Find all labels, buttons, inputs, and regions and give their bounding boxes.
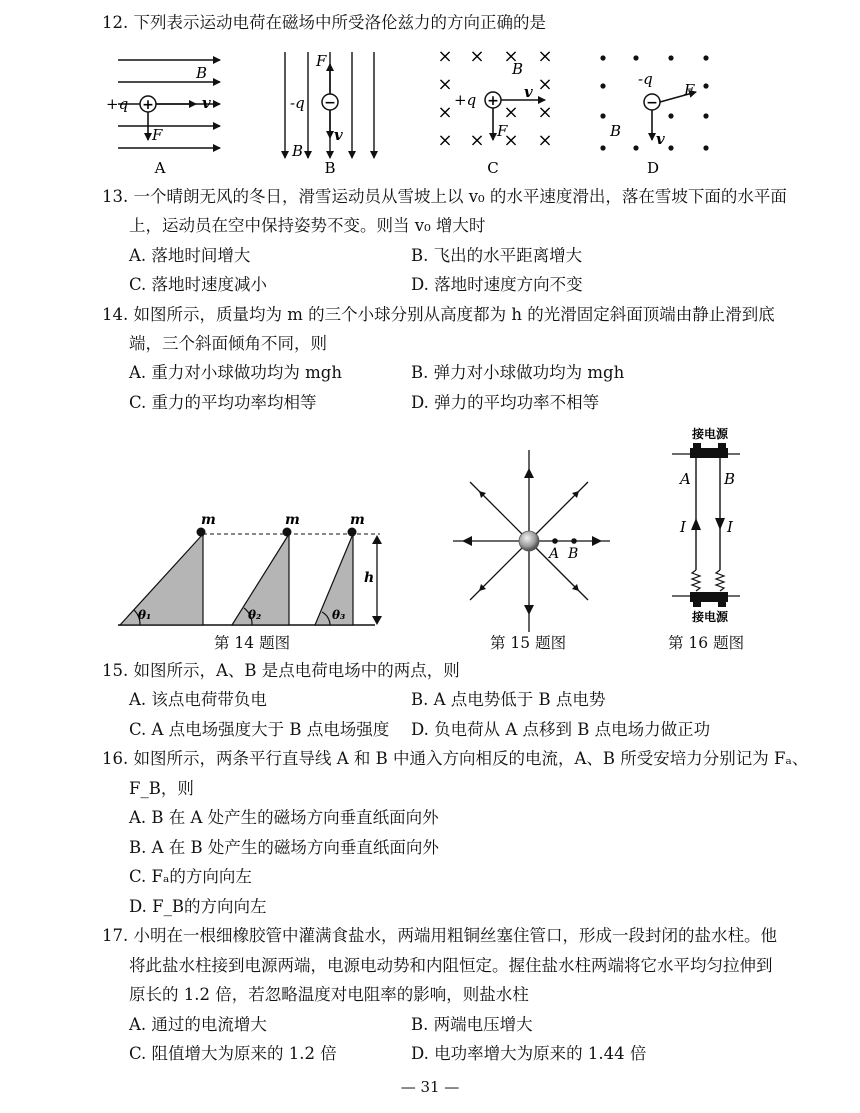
q12c-charge-label: +q: [454, 91, 477, 109]
q12d-charge-label: -q: [638, 70, 653, 88]
q12d-B-label: B: [610, 122, 622, 140]
q16-figure: [672, 426, 740, 624]
magnetic-field-cross: ×: [537, 46, 553, 67]
magnetic-field-cross: ×: [537, 74, 553, 95]
q14-figure: [118, 512, 382, 625]
q17-stem-line1: 17. 小明在一根细橡胶管中灌满食盐水，两端用粗铜丝塞住管口，形成一段封闭的盐水柱。他: [102, 926, 777, 945]
magnetic-field-dot: [633, 145, 638, 150]
q12-figure-a: [106, 60, 220, 177]
magnetic-field-cross: ×: [437, 130, 453, 151]
q16-I1-label: I: [680, 518, 686, 536]
q14-theta3: θ₃: [332, 608, 346, 622]
q16-option-b: B. A 在 B 处产生的磁场方向垂直纸面向外: [129, 838, 439, 857]
q13-stem-line2: 上，运动员在空中保持姿势不变。则当 v₀ 增大时: [129, 216, 486, 235]
q14-theta1: θ₁: [138, 608, 152, 622]
q12b-letter: B: [324, 159, 336, 177]
magnetic-field-dot: [600, 145, 605, 150]
page-number: — 31 —: [400, 1078, 460, 1096]
svg-text:+: +: [487, 93, 499, 109]
q17-option-a: A. 通过的电流增大: [129, 1015, 267, 1034]
magnetic-field-dot: [668, 145, 673, 150]
magnetic-field-cross: ×: [537, 130, 553, 151]
q13-option-c: C. 落地时速度减小: [129, 275, 268, 294]
magnetic-field-cross: ×: [503, 130, 519, 151]
q14-option-b: B. 弹力对小球做功均为 mgh: [411, 363, 625, 382]
q15-figure-caption: 第 15 题图: [490, 634, 567, 652]
q15-stem: 15. 如图所示，A、B 是点电荷电场中的两点，则: [102, 661, 460, 680]
q12b-B-label: B: [292, 142, 304, 160]
q13-stem-line1: 13. 一个晴朗无风的冬日，滑雪运动员从雪坡上以 v₀ 的水平速度滑出，落在雪坡下面的水平面: [102, 187, 787, 206]
q14-option-c: C. 重力的平均功率均相等: [129, 393, 317, 412]
q12a-B-label: B: [196, 64, 208, 82]
q15-A-label: A: [549, 546, 560, 562]
q12d-v-label: v: [656, 130, 665, 148]
q13-option-b: B. 飞出的水平距离增大: [411, 246, 583, 265]
q12b-v-label: v: [334, 126, 343, 144]
q15-option-c: C. A 点电场强度大于 B 点电场强度: [129, 720, 390, 739]
q14-m3-label: m: [350, 512, 365, 528]
q14-option-d: D. 弹力的平均功率不相等: [411, 393, 600, 412]
magnetic-field-dot: [600, 55, 605, 60]
q16-stem-line1: 16. 如图所示，两条平行直导线 A 和 B 中通入方向相反的电流，A、B 所受安培力分别记为 Fₐ、: [102, 749, 809, 768]
q16-bottom-power-label: 接电源: [691, 610, 729, 624]
magnetic-field-cross: ×: [437, 74, 453, 95]
q12-stem: 12. 下列表示运动电荷在磁场中所受洛伦兹力的方向正确的是: [102, 13, 546, 32]
q12b-charge-label: -q: [290, 94, 305, 112]
q12a-letter: A: [154, 159, 166, 177]
q16-option-c: C. Fₐ的方向向左: [129, 867, 252, 886]
q15-figure: [453, 450, 610, 632]
magnetic-field-dot: [703, 83, 708, 88]
q16-B-label: B: [724, 470, 736, 488]
magnetic-field-cross: ×: [503, 102, 519, 123]
svg-text:−: −: [324, 95, 336, 111]
magnetic-field-cross: ×: [469, 130, 485, 151]
q12-figure-c: [437, 46, 552, 177]
q12d-letter: D: [646, 159, 660, 177]
q14-stem-line1: 14. 如图所示，质量均为 m 的三个小球分别从高度都为 h 的光滑固定斜面顶端由静止滑到底: [102, 305, 775, 324]
q16-figure-caption: 第 16 题图: [668, 634, 745, 652]
q14-m2-label: m: [285, 512, 300, 528]
q15-B-label: B: [568, 546, 579, 562]
magnetic-field-cross: ×: [503, 46, 519, 67]
q14-option-a: A. 重力对小球做功均为 mgh: [129, 363, 342, 382]
q17-option-b: B. 两端电压增大: [411, 1015, 533, 1034]
q17-option-d: D. 电功率增大为原来的 1.44 倍: [411, 1044, 647, 1063]
magnetic-field-cross: ×: [437, 46, 453, 67]
q12-figure-d: [600, 55, 708, 177]
q14-m1-label: m: [201, 512, 216, 528]
q13-option-d: D. 落地时速度方向不变: [411, 275, 583, 294]
q14-figure-caption: 第 14 题图: [214, 634, 291, 652]
q12c-letter: C: [487, 159, 499, 177]
q12d-F-label: F: [684, 81, 695, 99]
q12c-F-label: F: [497, 122, 508, 140]
magnetic-field-dot: [668, 55, 673, 60]
svg-text:−: −: [646, 95, 658, 111]
q17-option-c: C. 阻值增大为原来的 1.2 倍: [129, 1044, 337, 1063]
q17-stem-line3: 原长的 1.2 倍，若忽略温度对电阻率的影响，则盐水柱: [129, 985, 529, 1004]
q16-option-d: D. F_B的方向向左: [129, 897, 267, 916]
q15-option-b: B. A 点电势低于 B 点电势: [411, 690, 606, 709]
q12c-v-label: v: [524, 83, 533, 101]
magnetic-field-cross: ×: [469, 46, 485, 67]
q15-option-a: A. 该点电荷带负电: [129, 690, 267, 709]
q15-option-d: D. 负电荷从 A 点移到 B 点电场力做正功: [411, 720, 711, 739]
svg-text:+: +: [142, 97, 154, 113]
magnetic-field-dot: [633, 55, 638, 60]
q16-stem-line2: F_B，则: [129, 779, 194, 798]
q12a-charge-label: +q: [106, 95, 129, 113]
q16-I2-label: I: [727, 518, 733, 536]
q13-option-a: A. 落地时间增大: [129, 246, 251, 265]
magnetic-field-dot: [600, 113, 605, 118]
magnetic-field-dot: [600, 83, 605, 88]
q16-top-power-label: 接电源: [691, 427, 729, 441]
q12a-F-label: F: [152, 126, 163, 144]
magnetic-field-cross: ×: [437, 102, 453, 123]
q14-theta2: θ₂: [248, 608, 262, 622]
magnetic-field-cross: ×: [537, 102, 553, 123]
magnetic-field-dot: [668, 113, 673, 118]
magnetic-field-dot: [703, 113, 708, 118]
q12c-B-label: B: [512, 60, 524, 78]
q14-stem-line2: 端，三个斜面倾角不同，则: [129, 334, 327, 353]
figures-14-15-16: [0, 420, 860, 650]
q16-option-a: A. B 在 A 处产生的磁场方向垂直纸面向外: [129, 808, 439, 827]
q17-stem-line2: 将此盐水柱接到电源两端，电源电动势和内阻恒定。握住盐水柱两端将它水平均匀拉伸到: [129, 956, 773, 975]
q12b-F-label: F: [316, 52, 327, 70]
magnetic-field-dot: [703, 55, 708, 60]
q12-figure-b: [285, 52, 374, 177]
q16-A-label: A: [680, 470, 691, 488]
q14-h-label: h: [364, 570, 375, 586]
magnetic-field-dot: [703, 145, 708, 150]
q12a-v-label: v: [202, 94, 211, 112]
